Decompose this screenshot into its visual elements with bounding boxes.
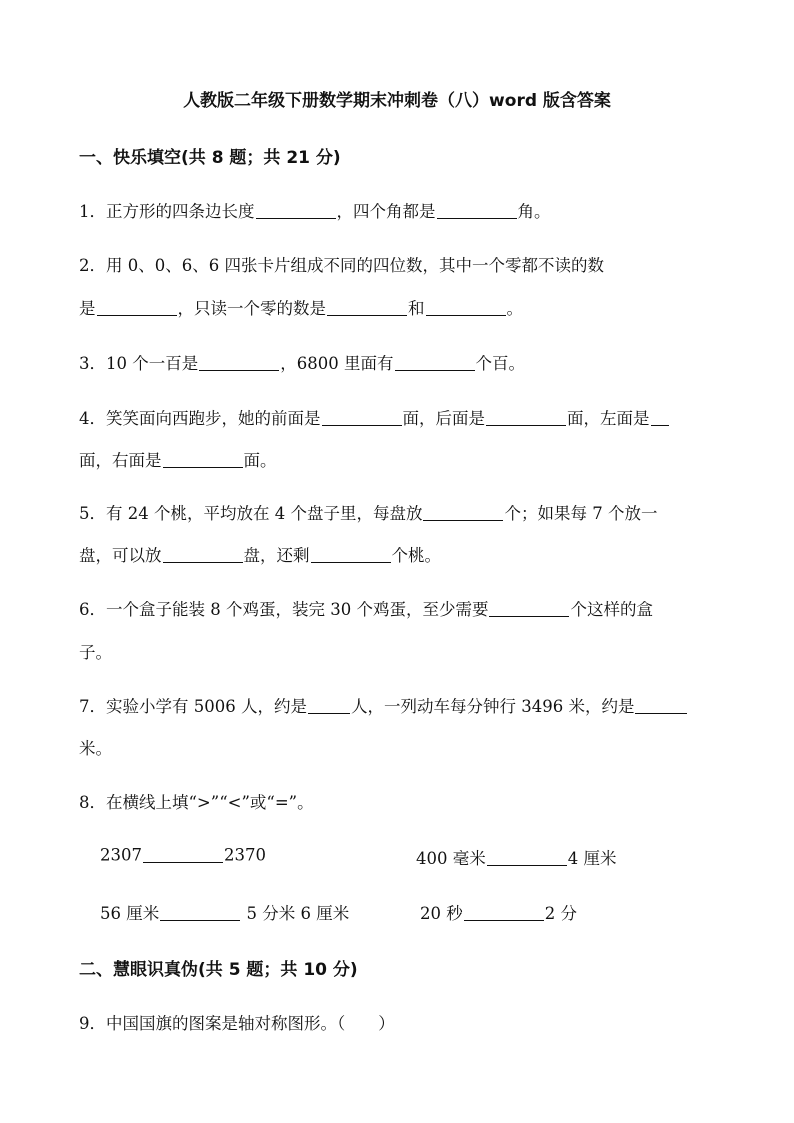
q5-text-c: 盘，可以放: [79, 546, 162, 565]
q1-text-a: 1．正方形的四条边长度: [79, 202, 255, 221]
question-7-line-2: 米。: [79, 739, 112, 758]
compare-item-4: [420, 900, 577, 924]
question-8: 8．在横线上填“>”“<”或“=”。: [79, 793, 314, 812]
q3-text-c: 个百。: [475, 354, 525, 373]
q7-text-a: 7．实验小学有 5006 人，约是: [79, 697, 307, 716]
answer-blank[interactable]: [486, 409, 566, 427]
answer-blank[interactable]: [635, 697, 687, 715]
q5-text-b: 个；如果每 7 个放一: [504, 504, 658, 523]
answer-blank[interactable]: [97, 299, 177, 317]
question-2-line-2: [79, 295, 523, 319]
page-title: 人教版二年级下册数学期末冲刺卷（八）word 版含答案: [183, 91, 611, 111]
answer-blank[interactable]: [308, 697, 350, 715]
compare-right: 2370: [224, 845, 266, 865]
answer-blank[interactable]: [143, 845, 223, 863]
answer-blank[interactable]: [423, 504, 503, 522]
answer-blank[interactable]: [487, 849, 567, 867]
answer-blank[interactable]: [322, 409, 402, 427]
q5-text-e: 个桃。: [391, 546, 441, 565]
answer-blank[interactable]: [426, 299, 506, 317]
q2-text-b: ，只读一个零的数是: [177, 299, 326, 318]
q4-text-e: 面。: [243, 451, 277, 470]
q7-text-b: 人，一列动车每分钟行 3496 米，约是: [350, 697, 635, 716]
question-7-line-1: [79, 693, 688, 717]
compare-left: 2307: [100, 845, 142, 865]
answer-blank[interactable]: [464, 904, 544, 922]
q6-text-b: 个这样的盒: [570, 600, 653, 619]
question-2-line-1: 2．用 0、0、6、6 四张卡片组成不同的四位数，其中一个零都不读的数: [79, 256, 604, 275]
question-9: 9．中国国旗的图案是轴对称图形。（ ）: [79, 1014, 395, 1033]
q2-text-c: 和: [408, 299, 425, 318]
answer-blank[interactable]: [327, 299, 407, 317]
answer-blank[interactable]: [489, 600, 569, 618]
answer-blank[interactable]: [199, 354, 279, 372]
question-5-line-1: [79, 500, 657, 524]
q3-text-a: 3．10 个一百是: [79, 354, 199, 373]
q2-text-d: 。: [506, 299, 523, 318]
question-6-line-1: [79, 596, 653, 620]
compare-left: 20 秒: [420, 904, 463, 923]
question-4-line-1: [79, 405, 670, 429]
answer-blank[interactable]: [160, 904, 240, 922]
q4-text-c: 面，左面是: [567, 409, 650, 428]
answer-blank[interactable]: [437, 202, 517, 220]
q2-text-a: 是: [79, 299, 96, 318]
q4-text-a: 4．笑笑面向西跑步，她的前面是: [79, 409, 321, 428]
q1-text-c: 角。: [517, 202, 551, 221]
question-1: [79, 198, 551, 222]
q5-text-a: 5．有 24 个桃，平均放在 4 个盘子里，每盘放: [79, 504, 423, 523]
compare-left: 56 厘米: [100, 904, 160, 923]
compare-right: 2 分: [544, 904, 577, 923]
question-6-line-2: 子。: [79, 643, 112, 662]
section-heading-2: 二、慧眼识真伪(共 5 题；共 10 分): [79, 960, 358, 980]
q1-text-b: ，四个角都是: [336, 202, 436, 221]
answer-blank[interactable]: [256, 202, 336, 220]
q5-text-d: 盘，还剩: [243, 546, 310, 565]
compare-item-2: [416, 845, 617, 869]
compare-left: 400 毫米: [416, 849, 486, 868]
section-heading-1: 一、快乐填空(共 8 题；共 21 分): [79, 148, 341, 168]
compare-right: 4 厘米: [567, 849, 617, 868]
q4-text-b: 面，后面是: [402, 409, 485, 428]
answer-blank[interactable]: [651, 409, 669, 427]
answer-blank[interactable]: [311, 546, 391, 564]
answer-blank[interactable]: [163, 546, 243, 564]
answer-blank[interactable]: [395, 354, 475, 372]
q4-text-d: 面，右面是: [79, 451, 162, 470]
compare-item-3: [100, 900, 349, 924]
answer-blank[interactable]: [163, 451, 243, 469]
compare-right: 5 分米 6 厘米: [246, 904, 350, 923]
question-4-line-2: [79, 447, 277, 471]
compare-item-1: [100, 845, 266, 865]
question-5-line-2: [79, 542, 441, 566]
q3-text-b: ，6800 里面有: [280, 354, 394, 373]
question-3: [79, 350, 525, 374]
q6-text-a: 6．一个盒子能装 8 个鸡蛋，装完 30 个鸡蛋，至少需要: [79, 600, 489, 619]
